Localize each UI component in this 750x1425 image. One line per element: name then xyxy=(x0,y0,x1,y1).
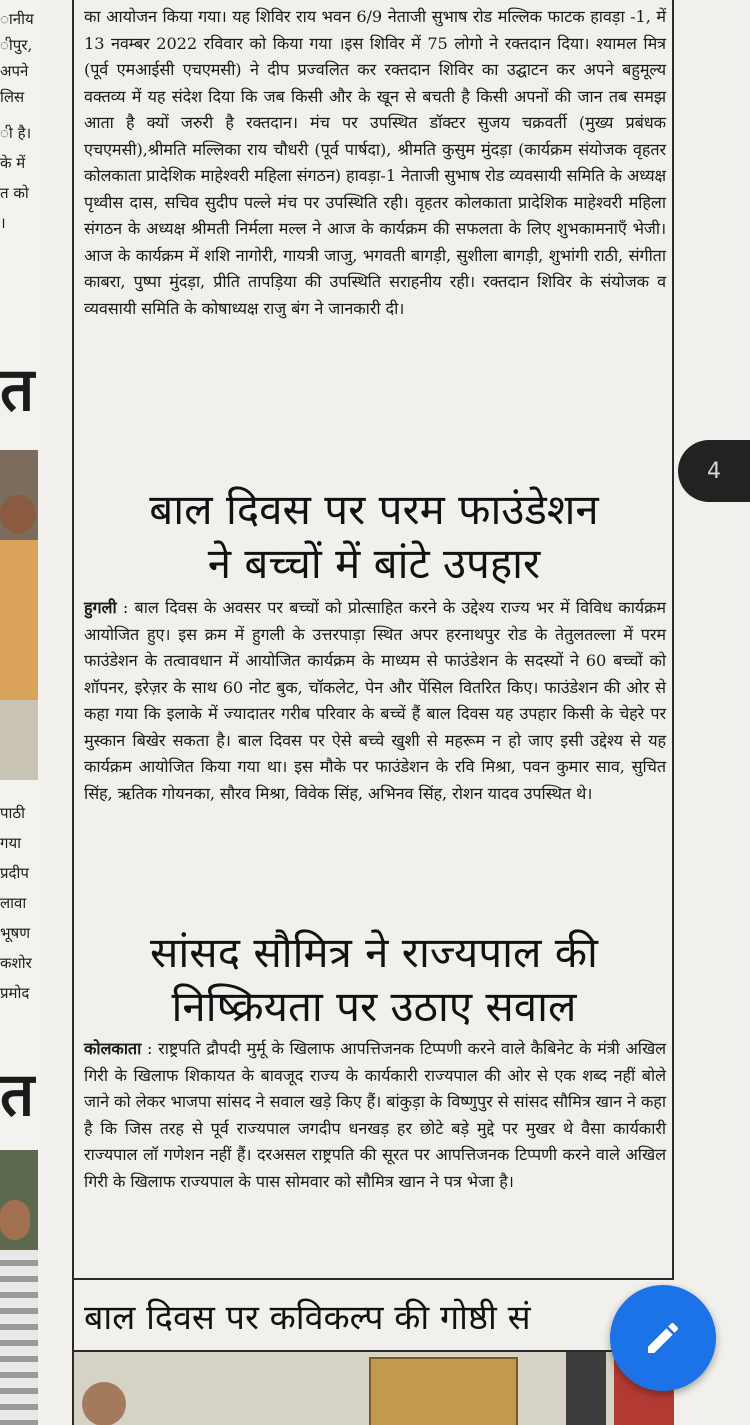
article-governor xyxy=(84,1036,666,1195)
left-text-fragment: ी है। xyxy=(0,124,32,142)
dateline: हुगली xyxy=(84,598,117,617)
left-text-fragment: प्रदीप xyxy=(0,864,29,882)
left-photo xyxy=(0,450,38,780)
headline-line: निष्क्रियता पर उठाए सवाल xyxy=(171,982,577,1031)
left-text-fragment: लिस xyxy=(0,88,25,106)
edit-button[interactable] xyxy=(610,1285,716,1391)
left-photo-2 xyxy=(0,1150,38,1425)
left-text-fragment: कशोर xyxy=(0,954,32,972)
headline-line: ने बच्चों में बांटे उपहार xyxy=(207,539,541,588)
left-headline-fragment: त xyxy=(0,355,35,425)
article-photo xyxy=(74,1352,674,1425)
headline-line: बाल दिवस पर कविकल्प की गोष्ठी सं xyxy=(84,1298,531,1338)
article-body: का आयोजन किया गया। यह शिविर राय भवन 6/9 नेताजी सुभाष रोड मल्लिक फाटक हावड़ा -1, में 13 नवम्बर 2022 रविवार को किया गया ।इस शिविर में 75 लोगो ने रक्तदान दिया। श्यामल मित्र (पूर्व एमआईसी एचएमसी) ने दीप प्रज्वलित कर रक्तदान शिविर का उद्घाटन कर अपने बहुमूल्य वक्तव्य में यह संदेश दिया कि जब किसी और के खून से बचती है किसी अपनों की जान तब समझ आता है क्यों जरुरी है रक्तदान। मंच पर उपस्थित डॉक्टर सुजय चक्रवर्ती (मुख्य प्रबंधक एचएमसी),श्रीमति मल्लिका राय चौधरी (पूर्व पार्षदा), श्रीमति कुसुम मुंदड़ा (कार्यक्रम संयोजक वृहतर कोलकाता प्रादेशिक माहेश्वरी महिला संगठन) हावड़ा-1 नेताजी सुभाष रोड व्यवसायी समिति के अध्यक्ष पृथ्वीस दास, सचिव सुदीप पल्ले मंच पर उपस्थिति रही। वृहतर कोलकाता प्रादेशिक माहेश्वरी महिला संगठन के अध्यक्ष श्रीमती निर्मला मल्ल ने आज के कार्यक्रम की सफलता के लिए शुभकामनाएँ भेजी। आज के कार्यक्रम में शशि नागोरी, गायत्री जाजु, भगवती बागड़ी, सुशीला बागड़ी, शुभांगी राठी, संगीता काबरा, पुष्पा मुंदड़ा, प्रीति तापड़िया की उपस्थिति सराहनीय रही। रक्तदान शिविर के संयोजक व व्यवसायी समिति के कोषाध्यक्ष राजु बंग ने जानकारी दी। xyxy=(84,7,666,318)
dateline: कोलकाता xyxy=(84,1039,142,1058)
left-text-fragment: ीपुर, xyxy=(0,36,33,54)
left-text-fragment: के में xyxy=(0,154,26,172)
left-headline-fragment: त xyxy=(0,1060,35,1130)
left-text-fragment: ानीय xyxy=(0,10,34,28)
article-border xyxy=(672,0,674,1280)
article-blood-donation xyxy=(84,4,666,322)
article-body: : राष्ट्रपति द्रौपदी मुर्मू के खिलाफ आपत्तिजनक टिप्पणी करने वाले कैबिनेट के मंत्री अखिल गिरी के खिलाफ शिकायत के बावजूद राज्य के कार्यकारी राज्यपाल की ओर से एक शब्द नहीं बोले जाने को लेकर भाजपा सांसद ने सवाल खड़े किए हैं। बांकुड़ा के विष्णुपुर से सांसद सौमित्र खान ने कहा है कि जिस तरह से पूर्व राज्यपाल जगदीप धनखड़ हर छोटे बड़े मुद्दे पर मुखर थे वैसा कार्यकारी राज्यपाल लॉ गणेशन नहीं हैं। दरअसल राष्ट्रपति की सूरत पर आपत्तिजनक टिप्पणी करने वाले अखिल गिरी के खिलाफ राज्यपाल के पास सोमवार को सौमित्र खान ने पत्र भेजा है। xyxy=(84,1039,666,1191)
headline-line: बाल दिवस पर परम फाउंडेशन xyxy=(149,485,599,534)
left-column-fragment xyxy=(0,0,40,1425)
headline-line: सांसद सौमित्र ने राज्यपाल की xyxy=(150,928,598,977)
left-text-fragment: अपने xyxy=(0,62,29,80)
left-text-fragment: । xyxy=(0,214,6,232)
article-border xyxy=(74,1278,674,1280)
page-number-badge[interactable]: 4 xyxy=(678,440,750,502)
left-text-fragment: त को xyxy=(0,184,29,202)
left-text-fragment: लावा xyxy=(0,894,27,912)
left-text-fragment: भूषण xyxy=(0,924,31,942)
left-text-fragment: गया xyxy=(0,834,22,852)
column-divider xyxy=(72,0,74,1425)
left-text-fragment: पाठी xyxy=(0,804,26,822)
edit-pencil-icon xyxy=(643,1318,683,1358)
article-children-day xyxy=(84,595,666,807)
article-body: : बाल दिवस के अवसर पर बच्चों को प्रोत्साहित करने के उद्देश्य राज्य भर में विविध कार्यक्रम आयोजित हुए। इस क्रम में हुगली के उत्तरपाड़ा स्थित अपर हरनाथपुर रोड के तेतुलतल्ला में परम फाउंडेशन के तत्वावधान में आयोजित कार्यक्रम के माध्यम से फाउंडेशन के सदस्यों ने 60 बच्चों को शॉपनर, इरेज़र के साथ 60 नोट बुक, चॉकलेट, पेन और पेंसिल वितरित किए। फाउंडेशन की ओर से कहा गया कि इलाके में ज्यादातर गरीब परिवार के बच्चें हैं बाल दिवस यह उपहार किसी के चेहरे पर मुस्कान बिखेर सकता है। बाल दिवस पर ऐसे बच्चे खुशी से महरूम न हो जाए इसी उद्देश्य से यह कार्यक्रम आयोजित किया गया था। इस मौके पर फाउंडेशन के रवि मिश्रा, पवन कुमार साव, सुचित सिंह, ऋतिक गोयनका, सौरव मिश्रा, विवेक सिंह, अभिनव सिंह, रोशन यादव उपस्थित थे। xyxy=(84,598,666,803)
left-text-fragment: प्रमोद xyxy=(0,984,30,1002)
